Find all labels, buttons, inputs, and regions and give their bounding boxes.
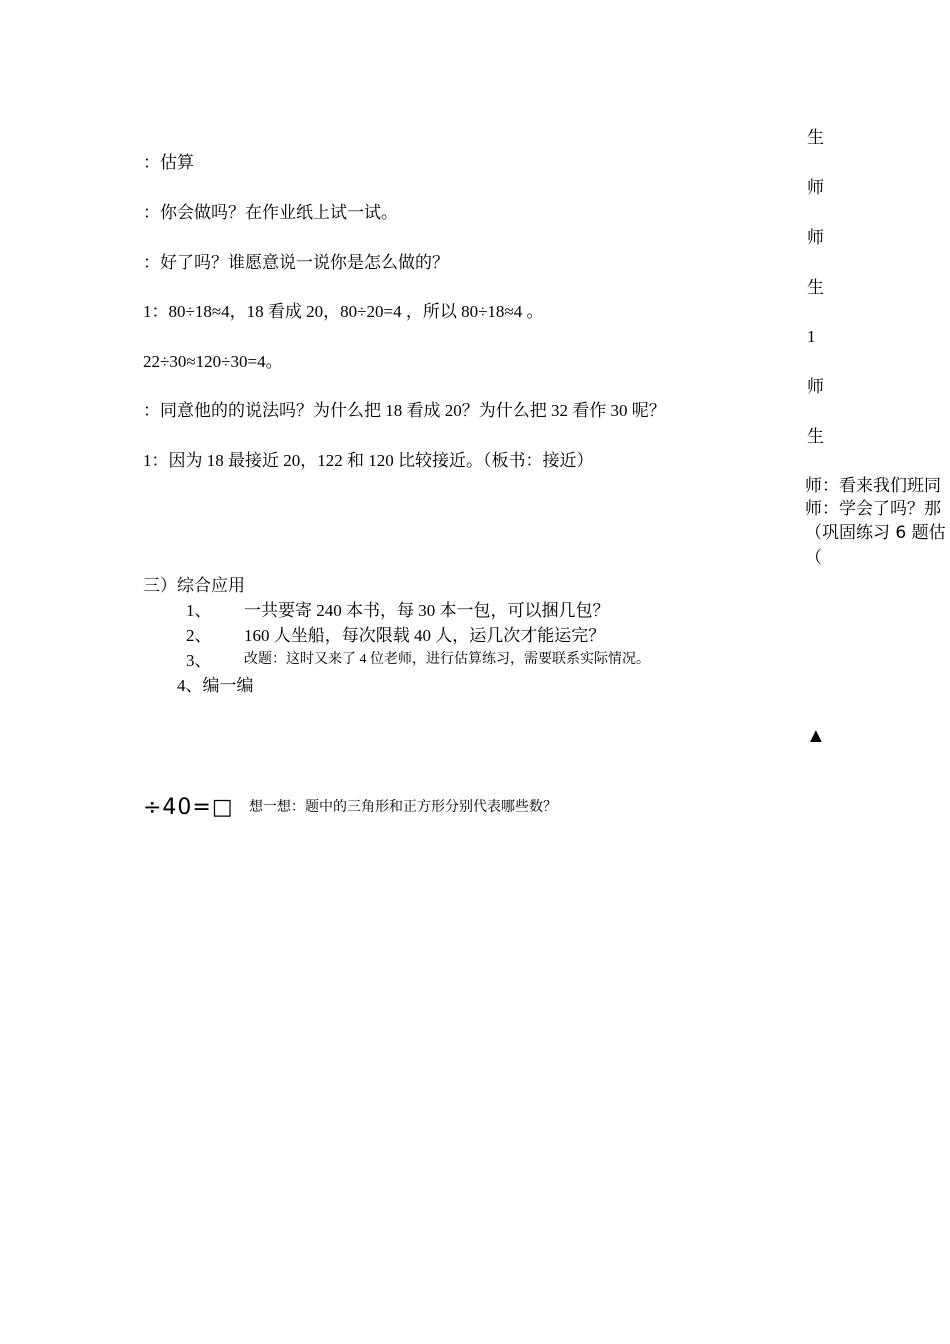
equation: ÷40=□: [143, 795, 234, 820]
right-col-char-6: 师: [807, 377, 824, 396]
dialog-line-2: ：你会做吗？在作业纸上试一试。: [143, 203, 398, 222]
item-3-number: 3、: [186, 651, 212, 670]
right-line-1: 师：看来我们班同: [805, 476, 941, 496]
right-col-char-2: 师: [807, 178, 824, 197]
dialog-line-7: 1：因为 18 最接近 20，122 和 120 比较接近。（板书：接近）: [143, 451, 594, 470]
section-title: 三）综合应用: [143, 576, 245, 595]
item-1-text: 一共要寄 240 本书，每 30 本一包，可以捆几包？: [244, 601, 610, 620]
item-2-text: 160 人坐船，每次限载 40 人，运几次才能运完？: [244, 626, 606, 645]
dialog-line-6: ：同意他的的说法吗？为什么把 18 看成 20？为什么把 32 看作 30 呢？: [143, 401, 666, 420]
right-col-char-1: 生: [807, 128, 824, 147]
dialog-line-5: 22÷30≈120÷30=4。: [143, 352, 283, 371]
item-4: 4、编一编: [177, 676, 254, 695]
right-line-3: （巩固练习 6 题估: [805, 523, 946, 543]
right-col-char-4: 生: [807, 278, 824, 297]
dialog-line-4: 1：80÷18≈4，18 看成 20，80÷20=4 ，所以 80÷18≈4 。: [143, 302, 544, 321]
dialog-line-3: ：好了吗？谁愿意说一说你是怎么做的？: [143, 253, 449, 272]
item-3-text: 改题：这时又来了 4 位老师，进行估算练习，需要联系实际情况。: [244, 652, 650, 667]
equation-note: 想一想：题中的三角形和正方形分别代表哪些数？: [249, 800, 557, 815]
right-col-char-7: 生: [807, 427, 824, 446]
item-2-number: 2、: [186, 626, 212, 645]
dialog-line-1: ：估算: [143, 153, 194, 172]
right-line-4: （: [805, 548, 822, 568]
right-line-2: 师：学会了吗？那: [805, 499, 941, 519]
item-1-number: 1、: [186, 601, 212, 620]
triangle-icon: ▲: [806, 725, 826, 747]
right-col-char-5: 1: [807, 327, 816, 346]
right-col-char-3: 师: [807, 228, 824, 247]
